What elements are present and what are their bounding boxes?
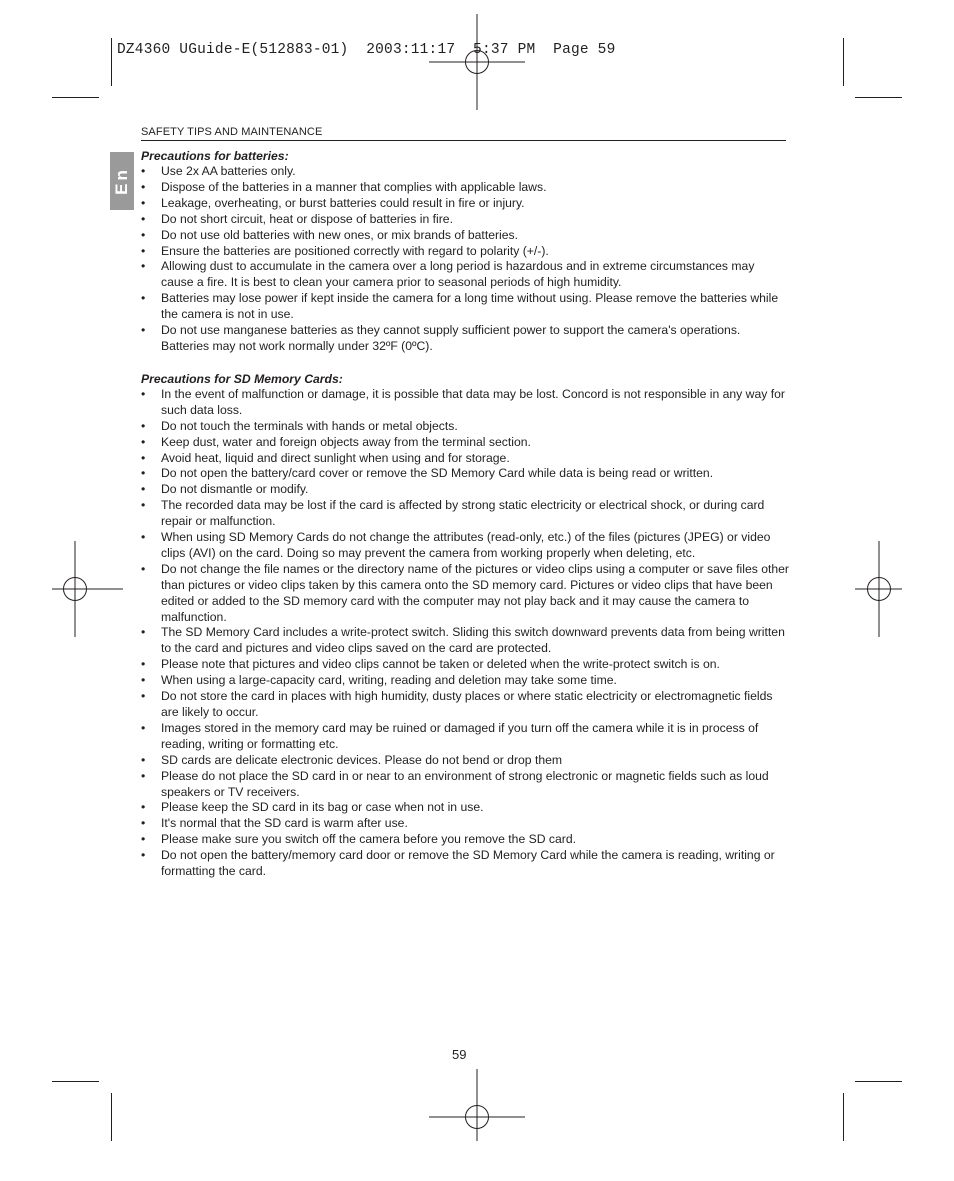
- list-item-text: SD cards are delicate electronic devices. Please do not bend or drop them: [161, 752, 563, 767]
- bullet-glyph: •: [141, 195, 146, 210]
- crop-mark: [855, 97, 902, 98]
- bullet-glyph: •: [141, 800, 146, 815]
- bullet-glyph: •: [141, 720, 146, 735]
- list-item-text: Dispose of the batteries in a manner that complies with applicable laws.: [161, 179, 547, 194]
- list-item: [141, 323, 789, 355]
- list-item: [141, 244, 789, 260]
- list-item-text: Please note that pictures and video clips cannot be taken or deleted when the write-protect switch is on.: [161, 657, 720, 672]
- bullet-glyph: •: [141, 625, 146, 640]
- bullet-glyph: •: [141, 211, 146, 226]
- bullet-glyph: •: [141, 259, 146, 274]
- list-item: [141, 498, 789, 530]
- list-item-text: Do not open the battery/memory card door or remove the SD Memory Card while the camera is reading, writing or formatting the card.: [161, 848, 775, 879]
- list-item-text: Do not short circuit, heat or dispose of batteries in fire.: [161, 211, 453, 226]
- bullet-glyph: •: [141, 832, 146, 847]
- list-item-text: Images stored in the memory card may be ruined or damaged if you turn off the camera while it is in process of reading, writing or formatting etc.: [161, 720, 759, 751]
- bullet-glyph: •: [141, 243, 146, 258]
- bullet-glyph: •: [141, 291, 146, 306]
- crop-mark: [843, 38, 844, 86]
- list-item-text: When using a large-capacity card, writing, reading and deletion may take some time.: [161, 673, 617, 688]
- list-item: [141, 419, 789, 435]
- section-title: Precautions for batteries:: [141, 149, 289, 163]
- list-item-text: Do not touch the terminals with hands or metal objects.: [161, 418, 458, 433]
- list-item-text: The SD Memory Card includes a write-protect switch. Sliding this switch downward prevents data from being written to the card and pictures and video clips saved on the card are protected.: [161, 625, 785, 656]
- bullet-glyph: •: [141, 848, 146, 863]
- list-item-text: Avoid heat, liquid and direct sunlight when using and for storage.: [161, 450, 510, 465]
- list-item: [141, 673, 789, 689]
- bullet-glyph: •: [141, 164, 146, 178]
- list-item-text: Do not store the card in places with high humidity, dusty places or where static electricity or electromagnetic fields are likely to occur.: [161, 689, 773, 719]
- crop-mark: [843, 1093, 844, 1141]
- bullet-glyph: •: [141, 673, 146, 688]
- bullet-glyph: •: [141, 227, 146, 242]
- bullet-glyph: •: [141, 323, 146, 338]
- bullet-glyph: •: [141, 768, 146, 783]
- list-item-text: Leakage, overheating, or burst batteries could result in fire or injury.: [161, 195, 525, 210]
- bullet-glyph: •: [141, 179, 146, 194]
- list-item: [141, 769, 789, 801]
- bullet-glyph: •: [141, 450, 146, 465]
- list-item-text: Do not use old batteries with new ones, or mix brands of batteries.: [161, 227, 519, 242]
- list-item-text: In the event of malfunction or damage, it is possible that data may be lost. Concord is not responsible in any way for such data loss.: [161, 386, 785, 417]
- list-item-text: Use 2x AA batteries only.: [161, 164, 296, 178]
- bullet-glyph: •: [141, 530, 146, 545]
- list-item: [141, 848, 789, 880]
- list-item: [141, 435, 789, 451]
- bullet-glyph: •: [141, 386, 146, 401]
- registration-mark-top: [429, 14, 525, 110]
- battery-precautions: [141, 148, 789, 355]
- list-item: [141, 196, 789, 212]
- registration-mark-bottom: [429, 1069, 525, 1165]
- list-item: [141, 482, 789, 498]
- bullet-glyph: •: [141, 482, 146, 497]
- list-item: [141, 657, 789, 673]
- list-item-text: The recorded data may be lost if the card is affected by strong static electricity or electrical shock, or during card repair or malfunction.: [161, 498, 765, 529]
- list-item: [141, 800, 789, 816]
- bullet-glyph: •: [141, 434, 146, 449]
- list-item-text: When using SD Memory Cards do not change the attributes (read-only, etc.) of the files (pictures (JPEG) or video clips (AVI) on the card. Doing so may prevent the camera from working properly when deleting, etc.: [161, 530, 771, 560]
- crop-mark: [855, 1081, 902, 1082]
- list-item: [141, 753, 789, 769]
- list-item: [141, 562, 789, 626]
- list-item: [141, 466, 789, 482]
- list-item-text: It's normal that the SD card is warm after use.: [161, 816, 408, 831]
- bullet-glyph: •: [141, 561, 146, 576]
- list-item-text: Do not change the file names or the directory name of the pictures or video clips using a computer or save files other than pictures or video clips taken by this camera onto the SD memory card. Pictures or video clips that have been edited or added to the SD memory card with the computer may not play back and it may cause the camera to malfunction.: [161, 561, 789, 624]
- list-item: [141, 212, 789, 228]
- bullet-glyph: •: [141, 498, 146, 513]
- list-item-text: Do not use manganese batteries as they cannot supply sufficient power to support the camera's operations. Batteries may not work normally under 32ºF (0ºC).: [161, 323, 741, 353]
- list-item-text: Batteries may lose power if kept inside the camera for a long time without using. Please remove the batteries while the camera is not in use.: [161, 291, 779, 322]
- language-tab: [110, 152, 134, 210]
- crop-mark: [111, 1093, 112, 1141]
- bullet-glyph: •: [141, 816, 146, 831]
- list-item-text: Do not open the battery/card cover or remove the SD Memory Card while data is being read or written.: [161, 466, 714, 481]
- list-item: [141, 291, 789, 323]
- bullet-glyph: •: [141, 689, 146, 704]
- main-content: [141, 148, 789, 880]
- registration-mark-left: [27, 541, 123, 637]
- list-item-text: Do not dismantle or modify.: [161, 482, 309, 497]
- list-item-text: Please make sure you switch off the camera before you remove the SD card.: [161, 832, 577, 847]
- list-item: [141, 816, 789, 832]
- section-title: Precautions for SD Memory Cards:: [141, 371, 343, 386]
- list-item-text: Allowing dust to accumulate in the camera over a long period is hazardous and in extreme circumstances may cause a fire. It is best to clean your camera prior to seasonal periods of high humidity.: [161, 259, 755, 290]
- list-item: [141, 721, 789, 753]
- bullet-list: [141, 164, 789, 355]
- bullet-glyph: •: [141, 418, 146, 433]
- crop-mark: [111, 38, 112, 86]
- list-item-text: Keep dust, water and foreign objects away from the terminal section.: [161, 434, 531, 449]
- registration-mark-right: [831, 541, 927, 637]
- bullet-list: [141, 387, 789, 880]
- list-item-text: Ensure the batteries are positioned correctly with regard to polarity (+/-).: [161, 243, 549, 258]
- crop-mark: [52, 1081, 99, 1082]
- list-item: [141, 689, 789, 721]
- list-item: [141, 451, 789, 467]
- bullet-glyph: •: [141, 466, 146, 481]
- list-item-text: Please do not place the SD card in or near to an environment of strong electronic or magnetic fields such as loud speakers or TV receivers.: [161, 768, 769, 799]
- list-item-text: Please keep the SD card in its bag or case when not in use.: [161, 800, 484, 815]
- list-item: [141, 387, 789, 419]
- list-item: [141, 832, 789, 848]
- print-slug: DZ4360 UGuide-E(512883-01) 2003:11:17 5:37 PM Page 59: [117, 42, 616, 58]
- list-item: [141, 259, 789, 291]
- bullet-glyph: •: [141, 752, 146, 767]
- section-header: SAFETY TIPS AND MAINTENANCE: [141, 126, 786, 141]
- sd-card-precautions: [141, 371, 789, 880]
- language-tab-label: En: [112, 167, 132, 195]
- list-item: [141, 180, 789, 196]
- crop-mark: [52, 97, 99, 98]
- list-item: [141, 530, 789, 562]
- bullet-glyph: •: [141, 657, 146, 672]
- list-item: [141, 228, 789, 244]
- list-item: [141, 164, 789, 180]
- list-item: [141, 625, 789, 657]
- page-number: 59: [452, 1047, 467, 1062]
